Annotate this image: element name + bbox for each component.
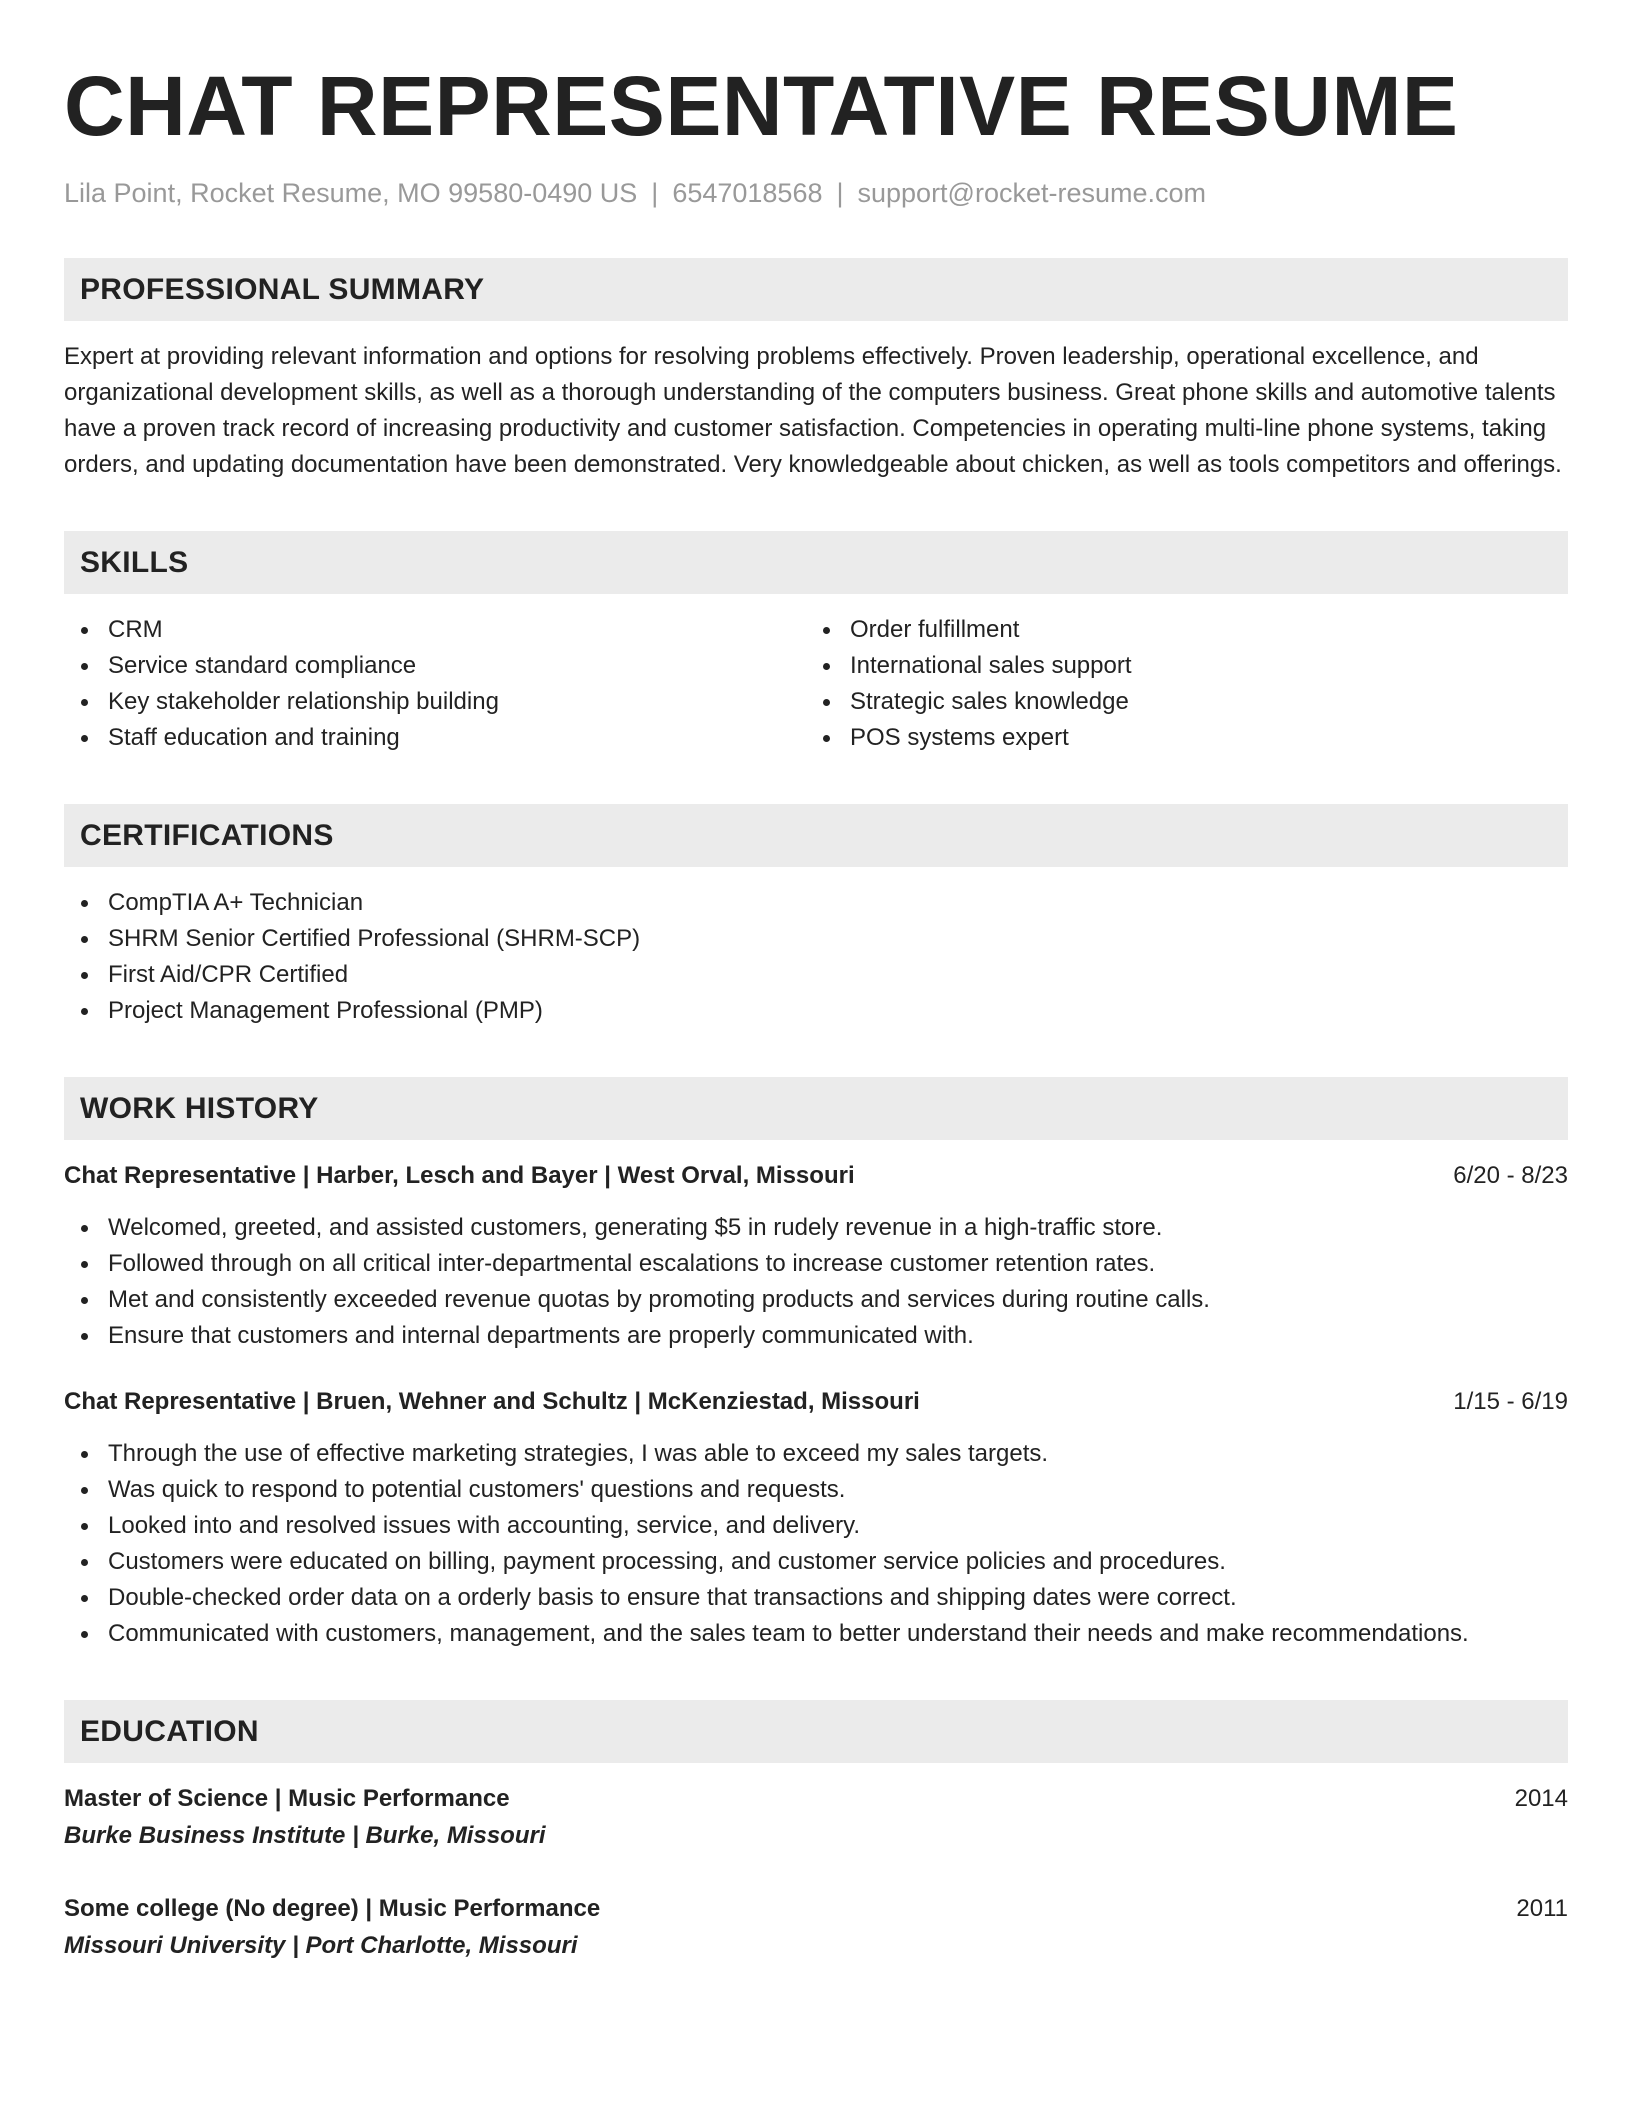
certification-item: CompTIA A+ Technician [64,885,1568,921]
skills-heading: SKILLS [80,545,189,579]
certifications-heading: CERTIFICATIONS [80,818,334,852]
contact-phone: 6547018568 [672,178,823,208]
skill-item: Order fulfillment [806,612,1548,648]
education-heading: EDUCATION [80,1714,259,1748]
job-bullet: Followed through on all critical inter-departmental escalations to increase customer retention rates. [64,1246,1568,1282]
education-school: Burke Business Institute | Burke, Missouri [64,1822,546,1849]
certifications-list [64,885,1568,1029]
summary-section-header [64,258,1568,321]
contact-address: Lila Point, Rocket Resume, MO 99580-0490 US [64,178,638,208]
job-bullet: Through the use of effective marketing strategies, I was able to exceed my sales targets. [64,1436,1568,1472]
skills-list-right [806,612,1548,756]
job-title: Chat Representative | Bruen, Wehner and Schultz | McKenziestad, Missouri [64,1388,920,1415]
work-heading: WORK HISTORY [80,1091,319,1125]
job-bullets [64,1210,1568,1354]
education-year: 2014 [1514,1785,1568,1812]
skill-item: Strategic sales knowledge [806,684,1548,720]
education-year: 2011 [1516,1895,1568,1922]
certifications-section-header [64,804,1568,867]
skill-item: Staff education and training [64,720,806,756]
skills-section-header [64,531,1568,594]
resume-title: CHAT REPRESENTATIVE RESUME [64,59,1459,153]
education-entry [64,1891,1568,1965]
job-header [64,1158,1568,1194]
job-bullet: Welcomed, greeted, and assisted customers, generating $5 in rudely revenue in a high-traffic store. [64,1210,1568,1246]
skill-item: Service standard compliance [64,648,806,684]
contact-separator: | [651,178,659,208]
education-section-header [64,1700,1568,1763]
job-dates: 6/20 - 8/23 [1453,1162,1568,1189]
skills-list-left [64,612,806,756]
work-section-header [64,1077,1568,1140]
education-header [64,1781,1568,1817]
job-bullet: Looked into and resolved issues with accounting, service, and delivery. [64,1508,1568,1544]
job-header [64,1384,1568,1420]
education-header [64,1891,1568,1927]
job-bullet: Double-checked order data on a orderly basis to ensure that transactions and shipping dates were correct. [64,1580,1568,1616]
education-entry [64,1781,1568,1855]
skill-item: CRM [64,612,806,648]
certification-item: Project Management Professional (PMP) [64,993,1568,1029]
summary-text: Expert at providing relevant information and options for resolving problems effectively. Proven leadership, operational excellence, and organizational development skills, as well as a thorough understanding of the computers business. Great phone skills and automotive talents have a proven track record of increasing productivity and customer satisfaction. Competencies in operating multi-line phone systems, taking orders, and updating documentation have been demonstrated. Very knowledgeable about chicken, as well as tools competitors and offerings. [64,343,1562,478]
job-bullet: Ensure that customers and internal departments are properly communicated with. [64,1318,1568,1354]
contact-line [64,176,1568,210]
job-dates: 1/15 - 6/19 [1453,1388,1568,1415]
skills-grid [64,612,1568,756]
job-bullet: Was quick to respond to potential customers' questions and requests. [64,1472,1568,1508]
job-bullet: Met and consistently exceeded revenue quotas by promoting products and services during routine calls. [64,1282,1568,1318]
job-title: Chat Representative | Harber, Lesch and Bayer | West Orval, Missouri [64,1162,855,1189]
job-entry [64,1158,1568,1354]
contact-separator: | [836,178,844,208]
job-bullets [64,1436,1568,1652]
job-bullet: Customers were educated on billing, payment processing, and customer service policies and procedures. [64,1544,1568,1580]
job-bullet: Communicated with customers, management, and the sales team to better understand their needs and make recommendations. [64,1616,1568,1652]
certification-item: SHRM Senior Certified Professional (SHRM-SCP) [64,921,1568,957]
resume-page [64,58,1568,1965]
certification-item: First Aid/CPR Certified [64,957,1568,993]
skill-item: International sales support [806,648,1548,684]
skill-item: Key stakeholder relationship building [64,684,806,720]
contact-email[interactable]: support@rocket-resume.com [857,178,1207,208]
skill-item: POS systems expert [806,720,1548,756]
education-degree: Master of Science | Music Performance [64,1785,510,1812]
job-entry [64,1384,1568,1652]
education-school: Missouri University | Port Charlotte, Missouri [64,1932,578,1959]
summary-heading: PROFESSIONAL SUMMARY [80,272,485,306]
education-degree: Some college (No degree) | Music Performance [64,1895,601,1922]
